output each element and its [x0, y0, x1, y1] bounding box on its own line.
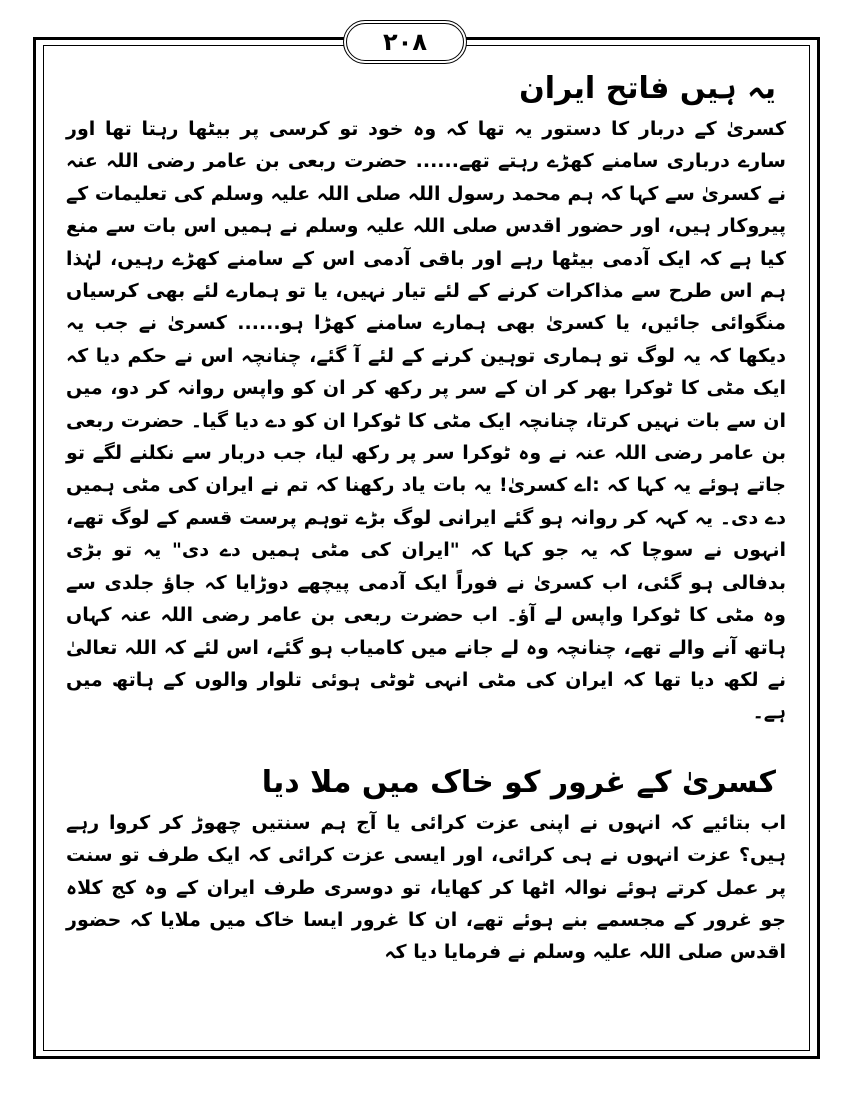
page-content: [66, 65, 786, 969]
section-heading-kisra-pride: کسریٰ کے غرور کو خاک میں ملا دیا: [261, 764, 776, 800]
body-paragraph-1: [66, 113, 786, 729]
paragraph-text: کسریٰ کے دربار کا دستور یہ تھا کہ وہ خود تو کرسی پر بیٹھا رہتا تھا اور سارے درباری سامنے کھڑے رہتے تھے...... حضرت ربعی بن عامر رضی اللہ عنہ نے کسریٰ سے کہا کہ ہم محمد رسول اللہ صلی اللہ علیہ وسلم کی تعلیمات کے پیروکار ہیں، اور حضور اقدس صلی اللہ علیہ وسلم نے ہمیں اس بات سے منع کیا ہے کہ ایک آدمی بیٹھا رہے اور باقی آدمی اس کے سامنے کھڑے رہیں، لہٰذا ہم اس طرح سے مذاکرات کرنے کے لئے تیار نہیں، یا تو ہمارے لئے بھی کرسیاں منگوائی جائیں، یا کسریٰ بھی ہمارے سامنے کھڑا ہو...... کسریٰ نے جب یہ دیکھا کہ یہ لوگ تو ہماری توہین کرنے کے لئے آ گئے، چنانچہ اس نے حکم دیا کہ ایک مٹی کا ٹوکرا بھر کر ان کے سر پر رکھ کر ان کو واپس روانہ کر دو، میں ان سے بات نہیں کرتا، چنانچہ ایک مٹی کا ٹوکرا ان کو دے دیا گیا۔ حضرت ربعی بن عامر رضی اللہ عنہ نے وہ ٹوکرا سر پر رکھ لیا، جب دربار سے نکلنے لگے تو جاتے ہوئے یہ کہا کہ :اے کسریٰ! یہ بات یاد رکھنا کہ تم نے ایران کی مٹی ہمیں دے دی۔ یہ کہہ کر روانہ ہو گئے ایرانی لوگ بڑے توہم پرست قسم کے لوگ تھے، انہوں نے سوچا کہ یہ جو کہا کہ "ایران کی مٹی ہمیں دے دی" یہ تو بڑی بدفالی ہو گئی، اب کسریٰ نے فوراً ایک آدمی پیچھے دوڑایا کہ جاؤ جلدی سے وہ مٹی کا ٹوکرا واپس لے آؤ۔ اب حضرت ربعی بن عامر رضی اللہ عنہ کہاں ہاتھ آنے والے تھے، چنانچہ وہ لے جانے میں کامیاب ہو گئے، اس لئے کہ اللہ تعالیٰ نے لکھ دیا تھا کہ ایران کی مٹی انہی ٹوٹی ہوئی تلوار والوں کے ہاتھ میں ہے۔: [66, 118, 786, 724]
page-number-badge: ۲۰۸: [343, 20, 467, 64]
paragraph-text: اب بتائیے کہ انہوں نے اپنی عزت کرائی یا آج ہم سنتیں چھوڑ کر کروا رہے ہیں؟ عزت انہوں نے ہی کرائی، اور ایسی عزت کرائی کہ ایک طرف تو سنت پر عمل کرتے ہوئے نوالہ اٹھا کر کھایا، تو دوسری طرف ایران کے وہ کج کلاہ جو غرور کے مجسمے بنے ہوئے تھے، ان کا غرور ایسا خاک میں ملایا کہ حضور اقدس صلی اللہ علیہ وسلم نے فرمایا دیا کہ: [66, 811, 786, 964]
section-heading-conqueror-of-iran: یہ ہیں فاتح ایران: [519, 71, 776, 106]
body-paragraph-2: [66, 807, 786, 969]
section-spacer: [66, 729, 786, 759]
